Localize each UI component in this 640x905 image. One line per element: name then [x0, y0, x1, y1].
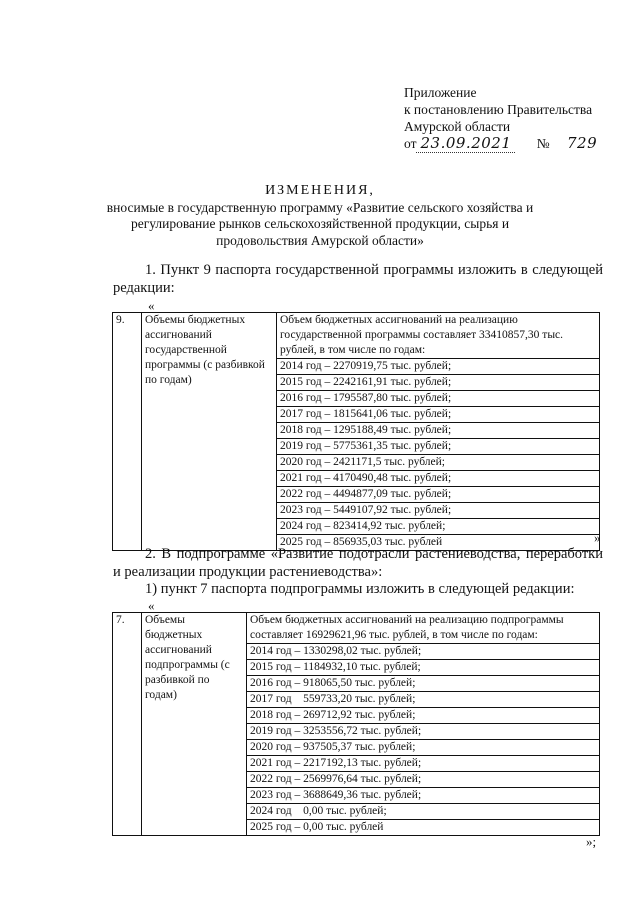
year-row: 2014 год – 2270919,75 тыс. рублей;: [277, 359, 599, 375]
year-row: 2021 год – 2217192,13 тыс. рублей;: [247, 756, 599, 772]
appendix-title: Приложение: [404, 85, 477, 100]
subprogram-budget-table: [112, 612, 600, 836]
appendix-region: Амурской области: [404, 119, 511, 134]
year-row: 2019 год – 3253556,72 тыс. рублей;: [247, 724, 599, 740]
row-values: [247, 613, 600, 836]
year-row: 2023 год – 3688649,36 тыс. рублей;: [247, 788, 599, 804]
budget-intro: Объем бюджетных ассигнований на реализацию подпрограммы составляет 16929621,96 тыс. рублей, в том числе по годам:: [247, 613, 599, 644]
row-label: Объемы бюджетных ассигнований государственной программы (с разбивкой по годам): [142, 313, 277, 551]
open-quote-2: «: [148, 598, 155, 613]
title-line-2: регулирование рынков сельскохозяйственной продукции, сырья и: [130, 216, 510, 231]
paragraph-1: 1. Пункт 9 паспорта государственной программы изложить в следующей редакции:: [113, 262, 603, 296]
year-row: 2015 год – 2242161,91 тыс. рублей;: [277, 375, 599, 391]
title-line-1: вносимые в государственную программу «Развитие сельского хозяйства и: [106, 199, 534, 215]
close-quote-1: »: [594, 530, 601, 545]
year-row: 2019 год – 5775361,35 тыс. рублей;: [277, 439, 599, 455]
year-row: 2022 год – 4494877,09 тыс. рублей;: [277, 487, 599, 503]
year-row: 2025 год – 0,00 тыс. рублей: [250, 821, 384, 833]
budget-intro: Объем бюджетных ассигнований на реализацию государственной программы составляет 33410857,30 тыс. рублей, в том числе по годам:: [277, 313, 599, 359]
year-row: 2017 год 559733,20 тыс. рублей;: [247, 692, 599, 708]
close-quote-2: »;: [586, 834, 597, 849]
year-row: 2024 год – 823414,92 тыс. рублей;: [277, 519, 599, 535]
year-row: 2017 год – 1815641,06 тыс. рублей;: [277, 407, 599, 423]
appendix-date-line: [404, 135, 597, 152]
number-label: №: [536, 136, 550, 151]
handwritten-date: 23.09.2021: [416, 134, 515, 153]
year-row: 2018 год – 269712,92 тыс. рублей;: [247, 708, 599, 724]
row-number: 7.: [113, 613, 142, 836]
year-row: 2020 год – 937505,37 тыс. рублей;: [247, 740, 599, 756]
year-row: 2016 год – 918065,50 тыс. рублей;: [247, 676, 599, 692]
program-budget-table: [112, 312, 600, 551]
document-title: [60, 183, 580, 249]
year-row: 2015 год – 1184932,10 тыс. рублей;: [247, 660, 599, 676]
row-label: Объемы бюджетных ассигнований подпрограммы (с разбивкой по годам): [142, 613, 247, 836]
open-quote-1: «: [148, 298, 155, 313]
date-prefix: от: [404, 136, 417, 151]
appendix-decree: к постановлению Правительства: [404, 102, 593, 117]
paragraph-3: 1) пункт 7 паспорта подпрограммы изложить в следующей редакции:: [145, 581, 575, 597]
year-row: 2025 год – 856935,03 тыс. рублей: [280, 536, 443, 548]
row-values: [277, 313, 600, 551]
title-heading: ИЗМЕНЕНИЯ,: [265, 183, 375, 198]
year-row: 2023 год – 5449107,92 тыс. рублей;: [277, 503, 599, 519]
year-row: 2014 год – 1330298,02 тыс. рублей;: [247, 644, 599, 660]
year-row: 2020 год – 2421171,5 тыс. рублей;: [277, 455, 599, 471]
year-row: 2018 год – 1295188,49 тыс. рублей;: [277, 423, 599, 439]
year-row: 2024 год 0,00 тыс. рублей;: [247, 804, 599, 820]
year-row: 2016 год – 1795587,80 тыс. рублей;: [277, 391, 599, 407]
appendix-block: [404, 84, 597, 152]
handwritten-number: 729: [567, 134, 598, 152]
row-number: 9.: [113, 313, 142, 551]
paragraph-2: 2. В подпрограмме «Развитие подотрасли растениеводства, переработки и реализации продукции растениеводства»:: [113, 546, 603, 580]
year-row: 2022 год – 2569976,64 тыс. рублей;: [247, 772, 599, 788]
year-row: 2021 год – 4170490,48 тыс. рублей;: [277, 471, 599, 487]
title-line-3: продовольствия Амурской области»: [216, 232, 424, 248]
